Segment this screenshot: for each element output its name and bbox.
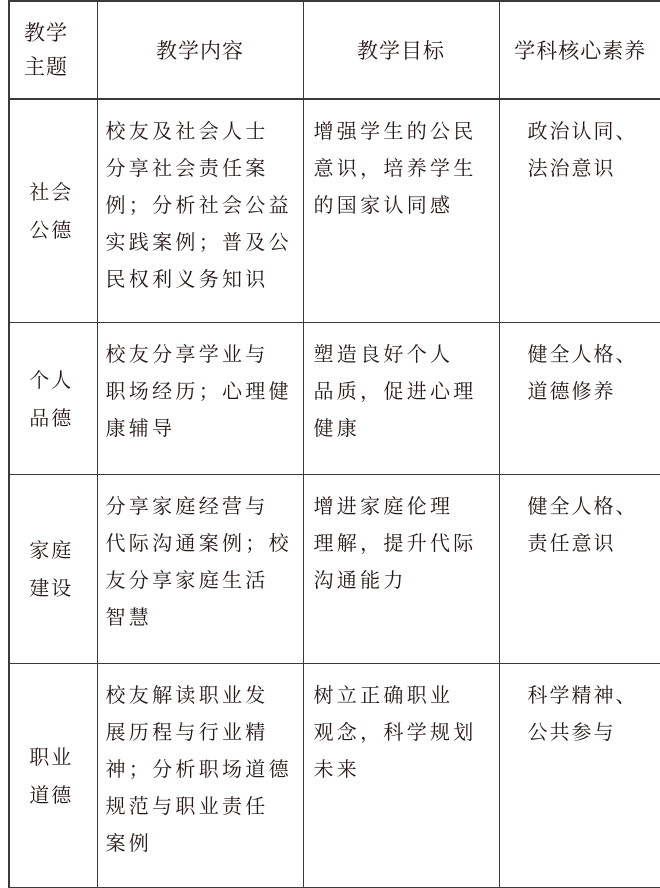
theme-line: 公德: [10, 211, 93, 249]
core-literacy-cell: [499, 475, 660, 664]
content-line: 实践案例；普及公: [106, 224, 299, 261]
goal-line: 增进家庭伦理: [314, 488, 495, 525]
goal-cell: [303, 475, 499, 664]
content-line: 案例: [106, 825, 299, 862]
content-line: 智慧: [106, 599, 299, 636]
goal-line: 树立正确职业: [314, 677, 495, 714]
content-line: 民权利义务知识: [106, 261, 299, 298]
core-line: 公共参与: [528, 714, 660, 751]
content-line: 友分享家庭生活: [106, 562, 299, 599]
header-content: 教学内容: [97, 1, 303, 99]
content-line: 职场经历；心理健: [106, 373, 299, 410]
theme-line: 个人: [10, 361, 93, 399]
goal-line: 意识，培养学生: [314, 150, 495, 187]
theme-line: 社会: [10, 173, 93, 211]
theme-line: 建设: [10, 569, 93, 607]
content-line: 神；分析职场道德: [106, 751, 299, 788]
core-literacy-cell: [499, 664, 660, 888]
core-literacy-cell: [499, 99, 660, 323]
goal-line: 增强学生的公民: [314, 113, 495, 150]
theme-line: 品德: [10, 399, 93, 437]
content-line: 规范与职业责任: [106, 788, 299, 825]
goal-line: 健康: [314, 410, 495, 447]
content-line: 康辅导: [106, 410, 299, 447]
table-row: [9, 323, 660, 475]
theme-cell: [9, 475, 97, 664]
content-line: 分享家庭经营与: [106, 488, 299, 525]
content-line: 分享社会责任案: [106, 150, 299, 187]
content-line: 校友分享学业与: [106, 336, 299, 373]
theme-cell: [9, 664, 97, 888]
core-line: 责任意识: [528, 525, 660, 562]
theme-line: 道德: [10, 776, 93, 814]
theme-cell: [9, 323, 97, 475]
content-cell: [97, 664, 303, 888]
goal-line: 的国家认同感: [314, 187, 495, 224]
theme-cell: [9, 99, 97, 323]
goal-line: 理解，提升代际: [314, 525, 495, 562]
table-row: [9, 99, 660, 323]
table-row: [9, 475, 660, 664]
content-line: 校友解读职业发: [106, 677, 299, 714]
goal-line: 塑造良好个人: [314, 336, 495, 373]
core-line: 政治认同、: [528, 113, 660, 150]
header-theme: [9, 1, 97, 99]
theme-line: 职业: [10, 738, 93, 776]
core-line: 道德修养: [528, 373, 660, 410]
goal-cell: [303, 323, 499, 475]
content-cell: [97, 99, 303, 323]
header-row: [9, 1, 660, 99]
core-line: 健全人格、: [528, 336, 660, 373]
header-theme-line1: 教学: [24, 16, 97, 50]
goal-cell: [303, 99, 499, 323]
core-line: 法治意识: [528, 150, 660, 187]
content-line: 代际沟通案例；校: [106, 525, 299, 562]
core-line: 科学精神、: [528, 677, 660, 714]
goal-cell: [303, 664, 499, 888]
curriculum-table: [8, 0, 660, 888]
goal-line: 沟通能力: [314, 562, 495, 599]
goal-line: 观念，科学规划: [314, 714, 495, 751]
content-line: 例；分析社会公益: [106, 187, 299, 224]
goal-line: 品质，促进心理: [314, 373, 495, 410]
goal-line: 未来: [314, 751, 495, 788]
content-cell: [97, 475, 303, 664]
content-line: 展历程与行业精: [106, 714, 299, 751]
table-row: [9, 664, 660, 888]
content-line: 校友及社会人士: [106, 113, 299, 150]
header-theme-line2: 主题: [24, 50, 97, 84]
core-literacy-cell: [499, 323, 660, 475]
theme-line: 家庭: [10, 531, 93, 569]
content-cell: [97, 323, 303, 475]
header-core-literacy: 学科核心素养: [499, 1, 660, 99]
header-goal: 教学目标: [303, 1, 499, 99]
core-line: 健全人格、: [528, 488, 660, 525]
